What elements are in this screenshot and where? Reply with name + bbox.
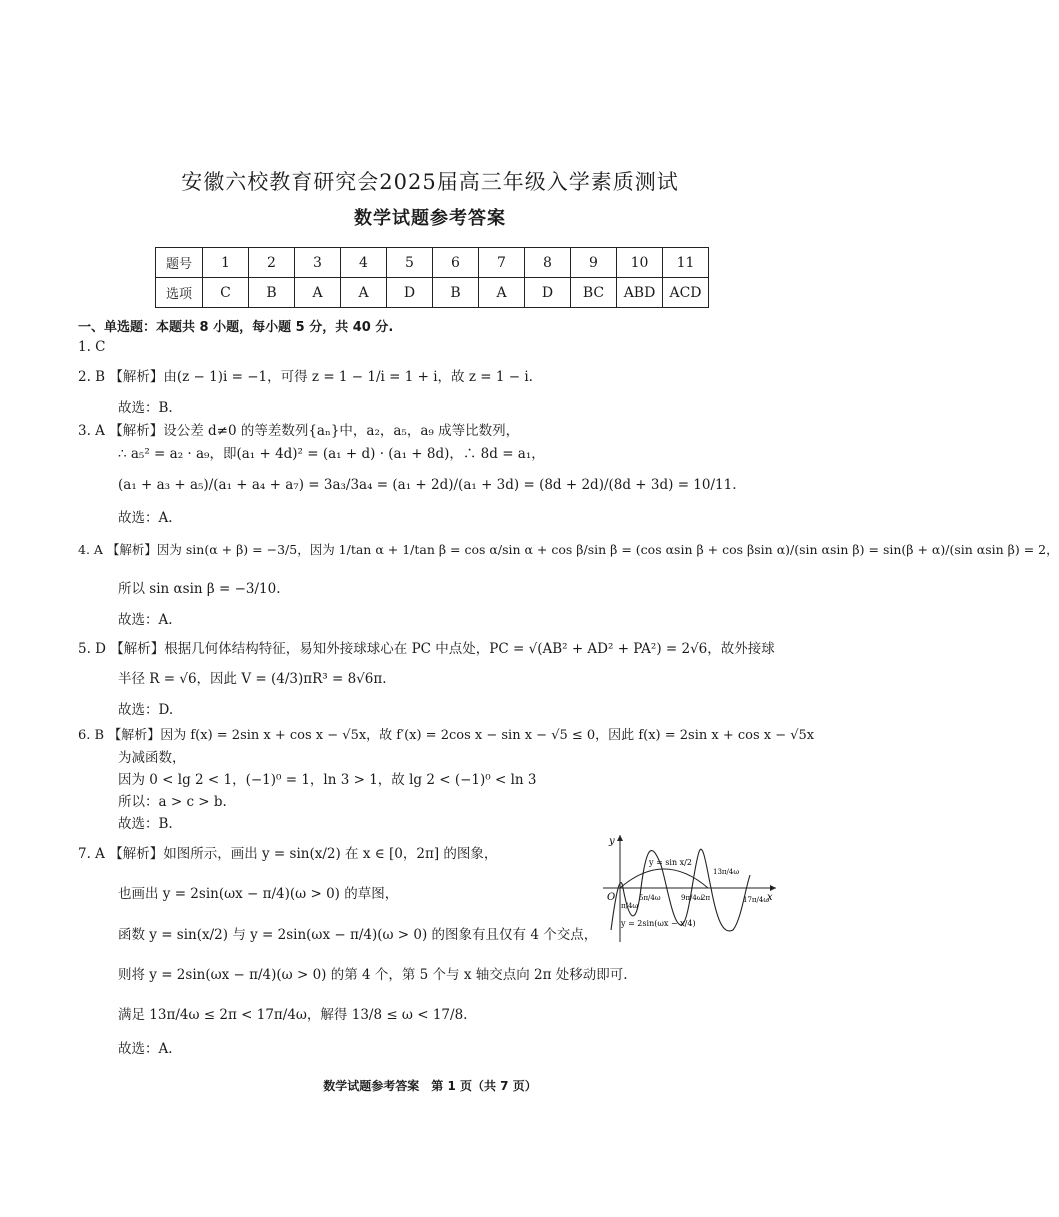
table-cell: 1 <box>203 248 249 278</box>
table-cell: 8 <box>525 248 571 278</box>
q7-line: 满足 13π/4ω ≤ 2π < 17π/4ω，解得 13/8 ≤ ω < 17/8. <box>118 1007 468 1023</box>
table-row <box>156 248 709 278</box>
q3-conclusion: 故选：A. <box>118 510 173 526</box>
table-cell: B <box>433 278 479 308</box>
table-cell: 7 <box>479 248 525 278</box>
q7-conclusion: 故选：A. <box>118 1041 173 1057</box>
curve1-label: y = sin x/2 <box>649 858 692 867</box>
q6-line: 为减函数， <box>118 750 186 766</box>
table-cell: A <box>479 278 525 308</box>
page-title: 安徽六校教育研究会2025届高三年级入学素质测试 <box>181 170 679 194</box>
table-cell: 10 <box>617 248 663 278</box>
table-cell: 9 <box>571 248 617 278</box>
table-cell: D <box>525 278 571 308</box>
table-cell: 5 <box>387 248 433 278</box>
y-axis-arrow <box>617 835 623 841</box>
q6-conclusion: 故选：B. <box>118 816 173 832</box>
tick-label: 13π/4ω <box>713 868 740 876</box>
q5-line: 5. D 【解析】根据几何体结构特征，易知外接球球心在 PC 中点处，PC = √(AB² + AD² + PA²) = 2√6，故外接球 <box>78 641 775 657</box>
page-footer: 数学试题参考答案 第 1 页（共 7 页） <box>323 1079 537 1093</box>
table-cell: 3 <box>295 248 341 278</box>
tick-label: π/4ω <box>621 902 639 910</box>
table-cell: A <box>341 278 387 308</box>
y-label: y <box>609 836 615 847</box>
table-cell: 2 <box>249 248 295 278</box>
table-cell: ABD <box>617 278 663 308</box>
q2-conclusion: 故选：B. <box>118 400 173 416</box>
row-label: 选项 <box>156 278 203 308</box>
row-label: 题号 <box>156 248 203 278</box>
q7-line: 7. A 【解析】如图所示，画出 y = sin(x/2) 在 x ∈ [0，2π] 的图象， <box>78 846 498 862</box>
origin-label: O <box>607 892 616 903</box>
table-cell: 11 <box>663 248 709 278</box>
table-cell: B <box>249 278 295 308</box>
table-row <box>156 278 709 308</box>
q1-answer: 1. C <box>78 339 106 355</box>
table-cell: ACD <box>663 278 709 308</box>
x-label: x <box>767 892 773 903</box>
q6-line: 因为 0 < lg 2 < 1，(−1)⁰ = 1，ln 3 > 1，故 lg 2 < (−1)⁰ < ln 3 <box>118 772 537 788</box>
q4-line: 4. A 【解析】因为 sin(α + β) = −3/5，因为 1/tan α + 1/tan β = cos α/sin α + cos β/sin β = (cos αsin β + cos βsin α)/(sin αsin β) = sin(β + α)/(sin αsin β) = 2， <box>78 542 1059 557</box>
q4-conclusion: 故选：A. <box>118 612 173 628</box>
section-heading: 一、单选题：本题共 8 小题，每小题 5 分，共 40 分. <box>78 320 394 335</box>
q7-line: 则将 y = 2sin(ωx − π/4)(ω > 0) 的第 4 个，第 5 个与 x 轴交点向 2π 处移动即可. <box>118 967 628 983</box>
q3-line: (a₁ + a₃ + a₅)/(a₁ + a₄ + a₇) = 3a₃/3a₄ = (a₁ + 2d)/(a₁ + 3d) = (8d + 2d)/(8d + 3d) = 10/11. <box>118 477 737 493</box>
q5-line: 半径 R = √6，因此 V = (4/3)πR³ = 8√6π. <box>118 671 387 687</box>
x-axis-arrow <box>770 885 776 891</box>
sine-graph-figure <box>593 830 783 945</box>
table-cell: 6 <box>433 248 479 278</box>
tick-label: 9π/4ω <box>681 894 703 902</box>
q6-line: 所以：a > c > b. <box>118 794 227 810</box>
table-cell: BC <box>571 278 617 308</box>
table-cell: C <box>203 278 249 308</box>
table-cell: 4 <box>341 248 387 278</box>
page-subtitle: 数学试题参考答案 <box>354 208 506 229</box>
table-cell: D <box>387 278 433 308</box>
q2-line: 2. B 【解析】由(z − 1)i = −1，可得 z = 1 − 1/i = 1 + i，故 z = 1 − i. <box>78 369 533 385</box>
q6-line: 6. B 【解析】因为 f(x) = 2sin x + cos x − √5x，故 f′(x) = 2cos x − sin x − √5 ≤ 0，因此 f(x) = 2sin x + cos x − √5x <box>78 728 815 743</box>
q7-line: 函数 y = sin(x/2) 与 y = 2sin(ωx − π/4)(ω > 0) 的图象有且仅有 4 个交点， <box>118 927 598 943</box>
q7-line: 也画出 y = 2sin(ωx − π/4)(ω > 0) 的草图， <box>118 886 399 902</box>
tick-label: 5π/4ω <box>639 894 661 902</box>
q3-line: ∴ a₅² = a₂ · a₉，即(a₁ + 4d)² = (a₁ + d) · (a₁ + 8d)，∴ 8d = a₁， <box>118 446 545 462</box>
curve2-label: y = 2sin(ωx − x/4) <box>621 919 696 928</box>
table-cell: A <box>295 278 341 308</box>
tick-label: 2π <box>701 894 711 902</box>
tick-label: 17π/4ω <box>743 896 770 904</box>
answer-table <box>155 247 709 308</box>
q5-conclusion: 故选：D. <box>118 702 174 718</box>
q3-line: 3. A 【解析】设公差 d≠0 的等差数列{aₙ}中，a₂，a₅，a₉ 成等比数列， <box>78 423 520 439</box>
q4-line: 所以 sin αsin β = −3/10. <box>118 581 281 597</box>
